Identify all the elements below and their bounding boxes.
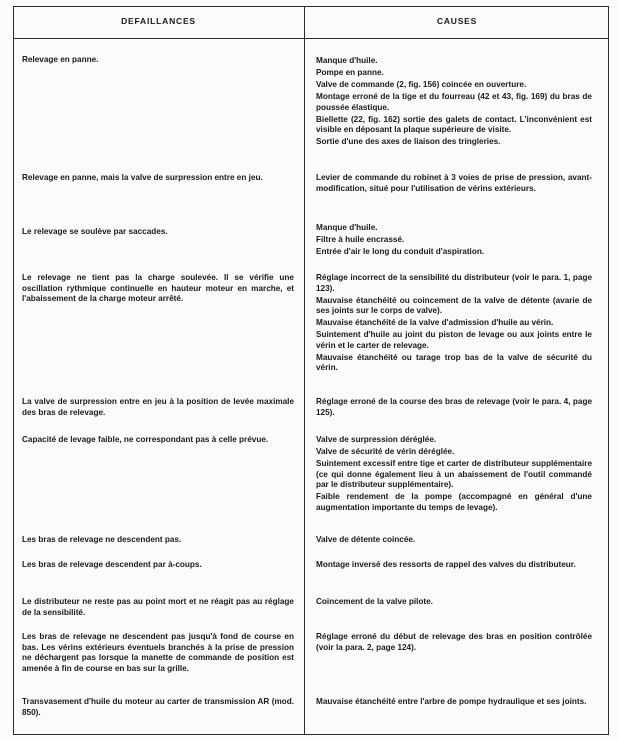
fault-text: Le relevage ne tient pas la charge soulevée. Il se vérifie une oscillation rythmique continuelle en hauteur moteur en marche, et l'abaissement de la charge moteur arrêté. (22, 273, 294, 304)
cause-list (316, 56, 592, 149)
cause-item: Réglage erroné de la course des bras de relevage (voir le para. 4, page 125). (316, 397, 592, 417)
fault-text: Relevage en panne. (22, 55, 99, 64)
header-defaillances: DEFAILLANCES (121, 16, 196, 26)
fault-text: Transvasement d'huile du moteur au carter de transmission AR (mod. 850). (22, 697, 294, 717)
cause-list (316, 535, 592, 547)
cause-item: Mauvaise étanchéité ou tarage trop bas de la valve de sécurité du vérin. (316, 352, 592, 373)
cause-list (316, 597, 592, 609)
cause-item: Mauvaise étanchéité entre l'arbre de pompe hydraulique et ses joints. (316, 697, 587, 706)
cause-item: Levier de commande du robinet à 3 voies de prise de pression, avant-modification, situé pour l'utilisation de vérins extérieurs. (316, 173, 592, 193)
cause-list (316, 397, 592, 420)
cause-item: Mauvaise étanchéité de la valve d'admission d'huile au vérin. (316, 318, 554, 328)
fault-text: Relevage en panne, mais la valve de surpression entre en jeu. (22, 173, 263, 182)
cause-list (316, 173, 592, 196)
cause-list (316, 632, 592, 655)
cause-item: Manque d'huile. (316, 223, 378, 232)
cause-list (316, 435, 592, 515)
header-divider (13, 38, 609, 39)
cause-item: Pompe en panne. (316, 67, 384, 77)
cause-list (316, 560, 592, 572)
cause-item: Valve de sécurité de vérin déréglée. (316, 446, 455, 456)
cause-item: Mauvaise étanchéité ou coincement de la valve de détente (avarie de ses joints sur le corps de valve). (316, 295, 592, 316)
cause-item: Entrée d'air le long du conduit d'aspiration. (316, 246, 485, 256)
cause-list (316, 273, 592, 375)
cause-list (316, 697, 592, 709)
cause-item: Valve de surpression déréglée. (316, 435, 437, 444)
cause-item: Réglage erroné du début de relevage des bras en position contrôlée (voir la para. 2, page 124). (316, 632, 592, 652)
fault-text: Capacité de levage faible, ne correspondant pas à celle prévue. (22, 435, 269, 444)
header-causes: CAUSES (436, 16, 478, 26)
fault-text: La valve de surpression entre en jeu à la position de levée maximale des bras de relevage. (22, 397, 294, 417)
fault-text: Les bras de relevage ne descendent pas. (22, 535, 182, 544)
cause-item: Valve de commande (2, fig. 156) coincée en ouverture. (316, 79, 527, 89)
cause-item: Suintement excessif entre tige et carter de distributeur supplémentaire (ce qui donne également lieu à un abaissement de l'outil commandé par le distributeur supplémentaire). (316, 458, 592, 490)
cause-item: Faible rendement de la pompe (accompagné en général d'une augmentation importante du temps de levage). (316, 492, 592, 512)
cause-item: Biellette (22, fig. 162) sortie des galets de contact. L'inconvénient est visible en déposant la plaque supérieure de visite. (316, 114, 592, 135)
cause-item: Manque d'huile. (316, 56, 378, 65)
fault-text: Les bras de relevage descendent par à-coups. (22, 560, 202, 569)
cause-list (316, 223, 592, 259)
cause-item: Filtre à huile encrassé. (316, 234, 405, 244)
fault-text: Le relevage se soulève par saccades. (22, 227, 168, 236)
column-divider (304, 6, 305, 735)
cause-item: Réglage incorrect de la sensibilité du distributeur (voir le para. 1, page 123). (316, 273, 592, 293)
cause-item: Sortie d'une des axes de liaison des tringleries. (316, 137, 501, 147)
fault-text: Le distributeur ne reste pas au point mort et ne réagit pas au réglage de la sensibilité. (22, 597, 294, 617)
cause-item: Montage erroné de la tige et du fourreau (42 et 43, fig. 169) du bras de poussée élastique. (316, 91, 592, 112)
cause-item: Montage inversé des ressorts de rappel des valves du distributeur. (316, 560, 576, 569)
cause-item: Coincement de la valve pilote. (316, 597, 433, 606)
fault-text: Les bras de relevage ne descendent pas jusqu'à fond de course en bas. Les vérins extérieurs éventuels branchés à la prise de pression ne déchargent pas lorsque la manette de commande de position est amenée à fin de course en bas sur la grille. (22, 632, 294, 673)
cause-item: Valve de détente coincée. (316, 535, 416, 544)
cause-item: Suintement d'huile au joint du piston de levage ou aux joints entre le vérin et le carter de relevage. (316, 330, 592, 350)
